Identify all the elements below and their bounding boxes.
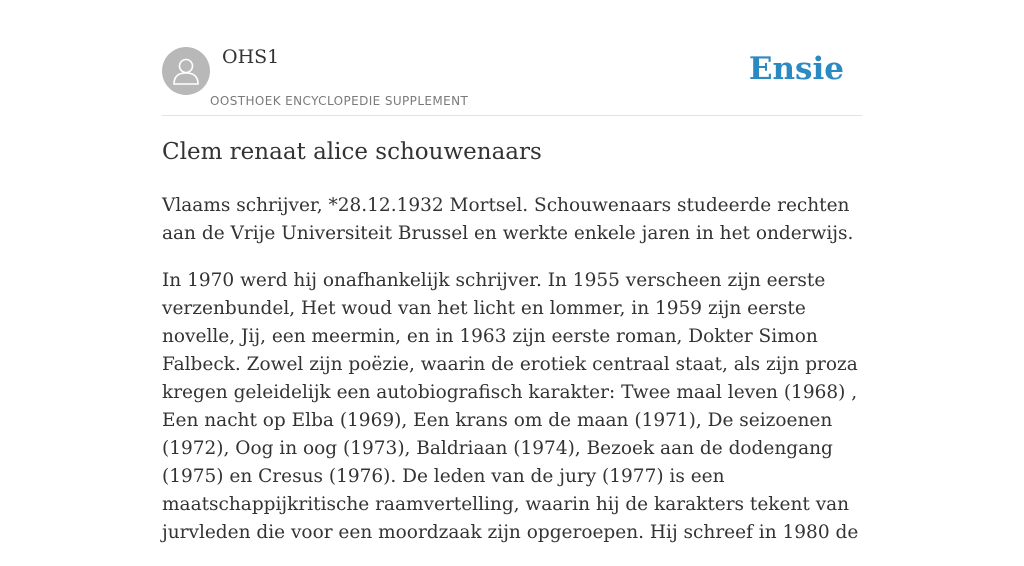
page-title: Clem renaat alice schouwenaars (162, 139, 542, 165)
ensie-logo[interactable]: Ensie (748, 51, 844, 87)
source-label: OOSTHOEK ENCYCLOPEDIE SUPPLEMENT (210, 94, 469, 108)
user-icon (162, 47, 210, 95)
article-paragraph: In 1970 werd hij onafhankelijk schrijver. In 1955 verscheen zijn eerste verzenbundel, Het woud van het licht en lommer, in 1959 zijn eerste novelle, Jij, een meermin, en in 1963 zijn eerste roman, Dokter Simon Falbeck. Zowel zijn poëzie, waarin de erotiek centraal staat, als zijn proza kregen geleidelijk een autobiografisch karakter: Twee maal leven (1968) , Een nacht op Elba (1969), Een krans om de maan (1971), De seizoenen (1972), Oog in oog (1973), Baldriaan (1974), Bezoek aan de dodengang (1975) en Cresus (1976). De leden van de jury (1977) is een maatschappijkritische raamvertelling, waarin hij de karakters tekent van jurvleden die voor een moordzaak zijn opgeroepen. Hij schreef in 1980 de (162, 270, 859, 543)
author-name[interactable]: OHS1 (222, 46, 280, 68)
article-paragraph: Vlaams schrijver, *28.12.1932 Mortsel. Schouwenaars studeerde rechten aan de Vrije Universiteit Brussel en werkte enkele jaren in het onderwijs. (162, 195, 854, 244)
article-header (162, 44, 862, 116)
avatar[interactable] (162, 47, 210, 95)
article-body (162, 192, 862, 566)
